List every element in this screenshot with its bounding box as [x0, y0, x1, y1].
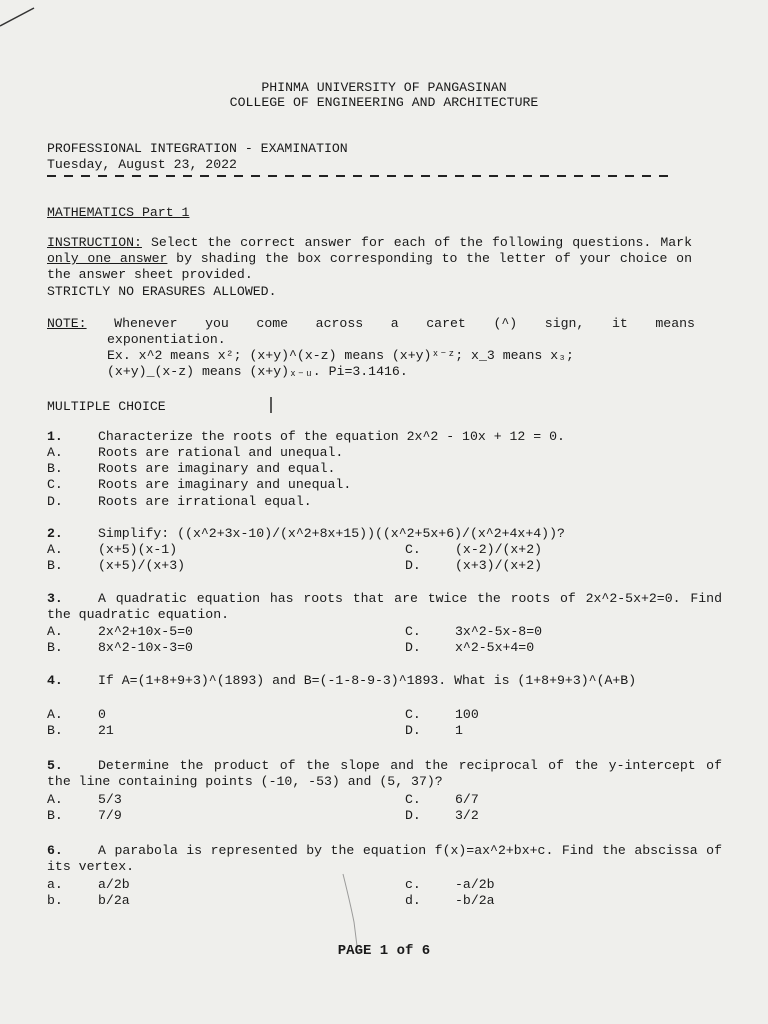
question-number: 5.: [47, 758, 63, 773]
question-number: 4.: [47, 673, 63, 688]
instruction-block: [47, 235, 692, 283]
option-letter: D.: [405, 808, 421, 823]
note-word: a: [390, 316, 399, 331]
pen-stroke-mark: [0, 0, 60, 30]
option-letter: c.: [405, 877, 421, 892]
option-letter: D.: [405, 723, 421, 738]
option-text: (x-2)/(x+2): [455, 542, 543, 557]
option-text: 8x^2-10x-3=0: [98, 640, 193, 655]
option-text: 100: [455, 707, 479, 722]
option-text: 3/2: [455, 808, 479, 823]
option-letter: C.: [405, 624, 421, 639]
option-text: -b/2a: [455, 893, 495, 908]
option-text: (x+5)/(x+3): [98, 558, 186, 573]
note-word: Whenever: [114, 316, 178, 331]
option-letter: B.: [47, 723, 63, 738]
instruction-text-after: by shading the box corresponding to the letter of your choice on the answer sheet provided.: [47, 251, 692, 282]
option-letter: D.: [47, 494, 63, 509]
question-text: A parabola is represented by the equation f(x)=ax^2+bx+c. Find the abscissa of its vertex.: [47, 843, 722, 874]
question-number: 1.: [47, 429, 63, 444]
instruction-emphasis: only one answer: [47, 251, 168, 266]
question-text: Determine the product of the slope and the reciprocal of the y-intercept of the line containing points (-10, -53) and (5, 37)?: [47, 758, 722, 789]
option-text: Roots are imaginary and unequal.: [98, 477, 352, 492]
exam-title: PROFESSIONAL INTEGRATION - EXAMINATION: [47, 141, 348, 156]
option-text: b/2a: [98, 893, 130, 908]
option-letter: B.: [47, 808, 63, 823]
option-text: a/2b: [98, 877, 130, 892]
question-number: 2.: [47, 526, 63, 541]
option-text: x^2-5x+4=0: [455, 640, 535, 655]
option-text: 5/3: [98, 792, 122, 807]
option-text: Roots are imaginary and equal.: [98, 461, 336, 476]
option-letter: B.: [47, 558, 63, 573]
note-word: caret: [426, 316, 466, 331]
option-text: -a/2b: [455, 877, 495, 892]
option-text: 2x^2+10x-5=0: [98, 624, 193, 639]
option-letter: A.: [47, 445, 63, 460]
exam-date: Tuesday, August 23, 2022: [47, 157, 237, 172]
option-text: (x+5)(x-1): [98, 542, 178, 557]
option-letter: C.: [405, 542, 421, 557]
college-name: COLLEGE OF ENGINEERING AND ARCHITECTURE: [229, 95, 539, 110]
note-word: (^): [493, 316, 518, 331]
note-word: sign,: [544, 316, 585, 331]
page-number: PAGE 1 of 6: [337, 943, 431, 959]
note-word: you: [205, 316, 229, 331]
university-name: PHINMA UNIVERSITY OF PANGASINAN: [261, 80, 507, 95]
section-title: MATHEMATICS Part 1: [47, 205, 190, 220]
option-text: 6/7: [455, 792, 479, 807]
option-text: 7/9: [98, 808, 122, 823]
note-example-line-1: Ex. x^2 means x²; (x+y)^(x-z) means (x+y)ˣ⁻ᶻ; x_3 means x₃;: [107, 348, 574, 363]
note-word: come: [256, 316, 289, 331]
question-text: A quadratic equation has roots that are twice the roots of 2x^2-5x+2=0. Find the quadratic equation.: [47, 591, 722, 622]
multiple-choice-heading: MULTIPLE CHOICE: [47, 399, 166, 414]
note-label: NOTE:: [47, 316, 87, 331]
option-text: Roots are rational and unequal.: [98, 445, 344, 460]
option-letter: d.: [405, 893, 421, 908]
option-letter: C.: [47, 477, 63, 492]
question-text: Simplify: ((x^2+3x-10)/(x^2+8x+15))((x^2+5x+6)/(x^2+4x+4))?: [98, 526, 565, 541]
note-first-line: [47, 316, 695, 332]
no-erasures-warning: STRICTLY NO ERASURES ALLOWED.: [47, 284, 277, 299]
option-letter: A.: [47, 624, 63, 639]
note-word: across: [315, 316, 364, 331]
pencil-stroke-mark: [340, 872, 370, 952]
option-letter: A.: [47, 792, 63, 807]
note-word: it: [611, 316, 628, 331]
option-letter: a.: [47, 877, 63, 892]
option-text: 0: [98, 707, 106, 722]
instruction-label: INSTRUCTION:: [47, 235, 142, 250]
separator-line: [47, 175, 672, 177]
note-example-line-2: (x+y)_(x-z) means (x+y)ₓ₋ᵤ. Pi=3.1416.: [107, 364, 408, 379]
instruction-text-before: Select the correct answer for each of the following questions. Mark: [141, 235, 692, 250]
option-letter: D.: [405, 640, 421, 655]
option-text: Roots are irrational equal.: [98, 494, 312, 509]
option-letter: B.: [47, 640, 63, 655]
option-text: 21: [98, 723, 114, 738]
option-letter: A.: [47, 542, 63, 557]
question-number: 6.: [47, 843, 63, 858]
stray-pen-mark: [268, 396, 274, 416]
question-text: If A=(1+8+9+3)^(1893) and B=(-1-8-9-3)^1893. What is (1+8+9+3)^(A+B): [98, 673, 637, 688]
question-number: 3.: [47, 591, 63, 606]
option-letter: D.: [405, 558, 421, 573]
option-text: (x+3)/(x+2): [455, 558, 543, 573]
option-letter: B.: [47, 461, 63, 476]
option-letter: b.: [47, 893, 63, 908]
note-line-2: exponentiation.: [107, 332, 226, 347]
option-letter: A.: [47, 707, 63, 722]
option-text: 1: [455, 723, 463, 738]
option-text: 3x^2-5x-8=0: [455, 624, 543, 639]
note-word: means: [655, 316, 695, 331]
question-text: Characterize the roots of the equation 2x^2 - 10x + 12 = 0.: [98, 429, 565, 444]
option-letter: C.: [405, 792, 421, 807]
option-letter: C.: [405, 707, 421, 722]
